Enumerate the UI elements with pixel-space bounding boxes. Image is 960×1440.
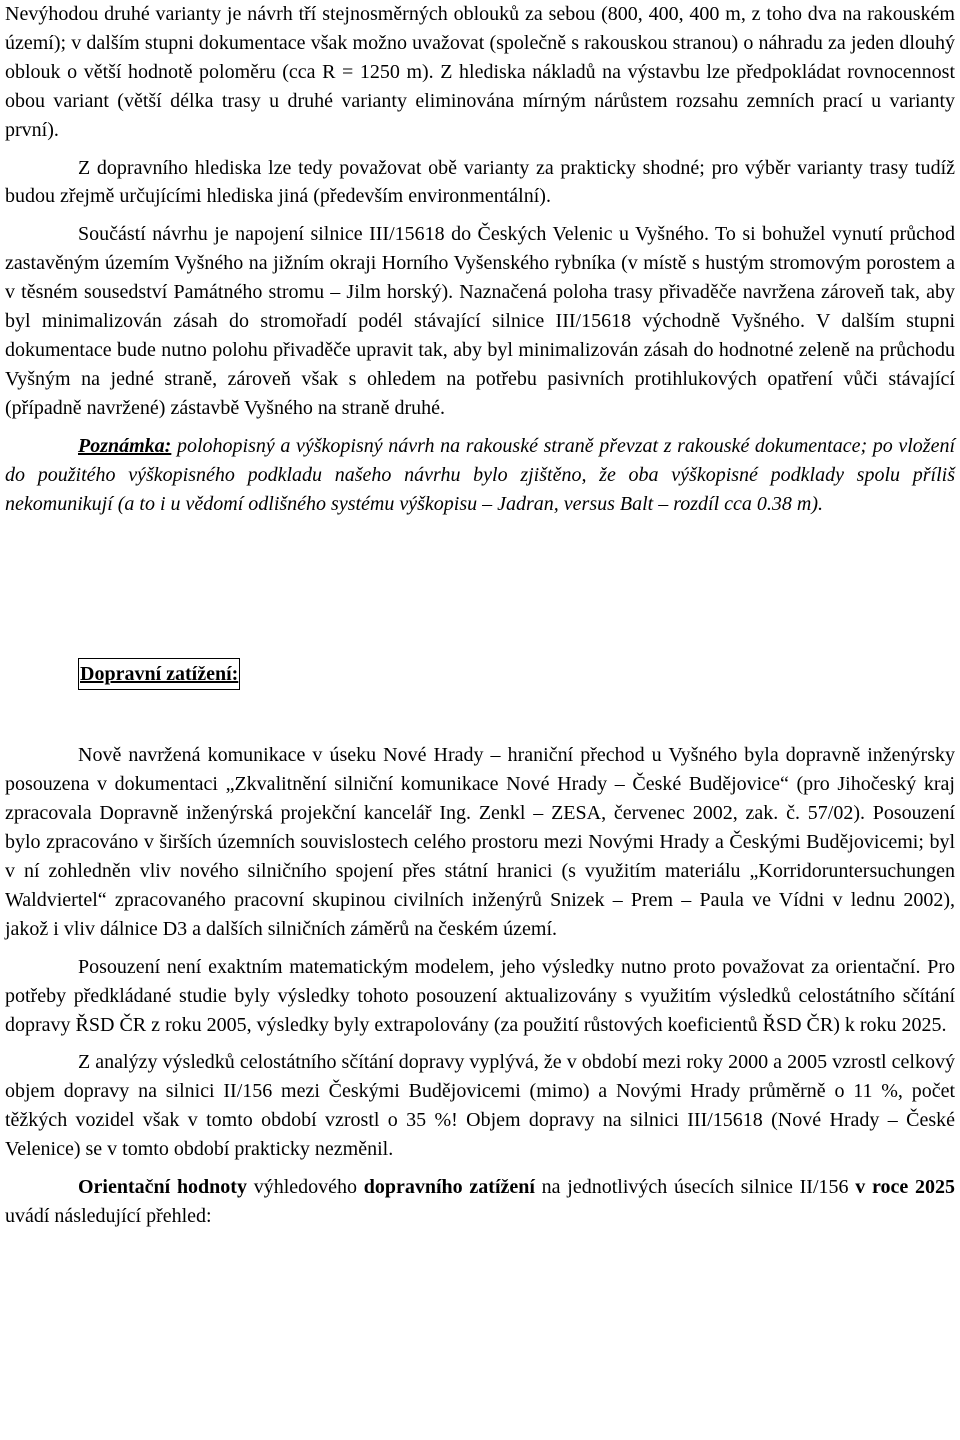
- text-sections: na jednotlivých úsecích silnice II/156: [534, 1176, 856, 1199]
- text-overview: uvádí následující přehled:: [5, 1205, 212, 1227]
- paragraph-variant-disadvantage: Nevýhodou druhé varianty je návrh tří stejnosměrných oblouků za sebou (800, 400, 400 m, z toho dva na rakouském území); v dalším stupni dokumentace však možno uvažovat (společně s rakouskou stranou) o náhradu za jeden dlouhý oblouk o větší hodnotě poloměru (cca R = 1250 m). Z hlediska nákladů na výstavbu lze předpokládat rovnocennost obou variant (větší délka trasy u druhé varianty eliminována mírným nárůstem rozsahu zemních prací u varianty první).: [5, 3, 955, 141]
- paragraph-traffic-assessment: Z dopravního hlediska lze tedy považovat obě varianty za prakticky shodné; pro výběr varianty trasy tudíž budou zřejmě určujícími hlediska jiná (především environmentální).: [5, 156, 955, 208]
- paragraph-assessment-method: Posouzení není exaktním matematickým modelem, jeho výsledky nutno proto považovat za orientační. Pro potřeby předkládané studie byly výsledky tohoto posouzení aktualizovány s využitím výsledků celostátního sčítání dopravy ŘSD ČR z roku 2005, výsledky byly extrapolovány (za použití růstových koeficientů ŘSD ČR) k roku 2025.: [5, 955, 955, 1036]
- document-page: [5, 0, 955, 1231]
- paragraph-note: [5, 432, 955, 519]
- section-heading-wrap: [78, 658, 955, 698]
- paragraph-census-analysis: Z analýzy výsledků celostátního sčítání dopravy vyplývá, že v období mezi roky 2000 a 2005 vzrostl celkový objem dopravy na silnici II/156 mezi Českými Budějovicemi (mimo) a Novými Hrady průměrně o 11 %, počet těžkých vozidel však v tomto období vzrostl o 35 %! Objem dopravy na silnici III/15618 (Nové Hrady – České Velenice) se v tomto období prakticky nezměnil.: [5, 1051, 955, 1161]
- bold-traffic-load: dopravního zatížení: [363, 1176, 535, 1199]
- paragraph-traffic-study: Nově navržená komunikace v úseku Nové Hrady – hraniční přechod u Vyšného byla dopravně inženýrsky posouzena v dokumentaci „Zkvalitnění silniční komunikace Nové Hrady – České Budějovice“ (pro Jihočeský kraj zpracovala Dopravně inženýrská projekční kancelář Ing. Zenkl – ZESA, červenec 2002, zak. č. 57/02). Posouzení bylo zpracováno v širších územních souvislostech celého prostoru mezi Novými Hrady a Českými Budějovicemi; byl v ní zohledněn vliv nového silničního spojení přes státní hranici (s využitím materiálu „Korridoruntersuchungen Waldviertel“ zpracovaného pracovní skupinou civilních inženýrů Snizek – Prem – Paula ve Vídni v lednu 2002), jakož i vliv dálnice D3 a dalších silničních záměrů na českém území.: [5, 744, 955, 940]
- note-label: Poznámka:: [78, 434, 172, 457]
- note-text: polohopisný a výškopisný návrh na rakouské straně převzat z rakouské dokumentace; po vložení do použitého výškopisného podkladu našeho návrhu bylo zjištěno, že oba výškopisné podklady spolu příliš nekomunikují (a to i u vědomí odlišného systému výškopisu – Jadran, versus Balt – rozdíl cca 0.38 m).: [5, 434, 955, 515]
- bold-orientation-values: Orientační hodnoty: [78, 1176, 247, 1199]
- bold-year-2025: v roce 2025: [855, 1176, 955, 1199]
- text-prospective: výhledového: [246, 1176, 364, 1199]
- section-heading: Dopravní zatížení:: [78, 658, 240, 690]
- paragraph-road-connection: Součástí návrhu je napojení silnice III/15618 do Českých Velenic u Vyšného. To si bohužel vynutí průchod zastavěným územím Vyšného na jižním okraji Horního Vyšenského rybníka (v místě s hustým stromovým porostem a v těsném sousedství Památného stromu – Jilm horský). Naznačená poloha trasy přivaděče navržena zároveň tak, aby byl minimalizován zásah do stromořadí podél stávající silnice III/15618 východně Vyšného. V dalším stupni dokumentace bude nutno polohu přivaděče upravit tak, aby byl minimalizován zásah do hodnotné zeleně na průchodu Vyšným na jedné straně, zároveň však s ohledem na potřebu pasivních protihlukových opatření vůči stávající (případně navržené) zástavbě Vyšného na straně druhé.: [5, 223, 955, 419]
- paragraph-traffic-values-intro: [5, 1173, 955, 1231]
